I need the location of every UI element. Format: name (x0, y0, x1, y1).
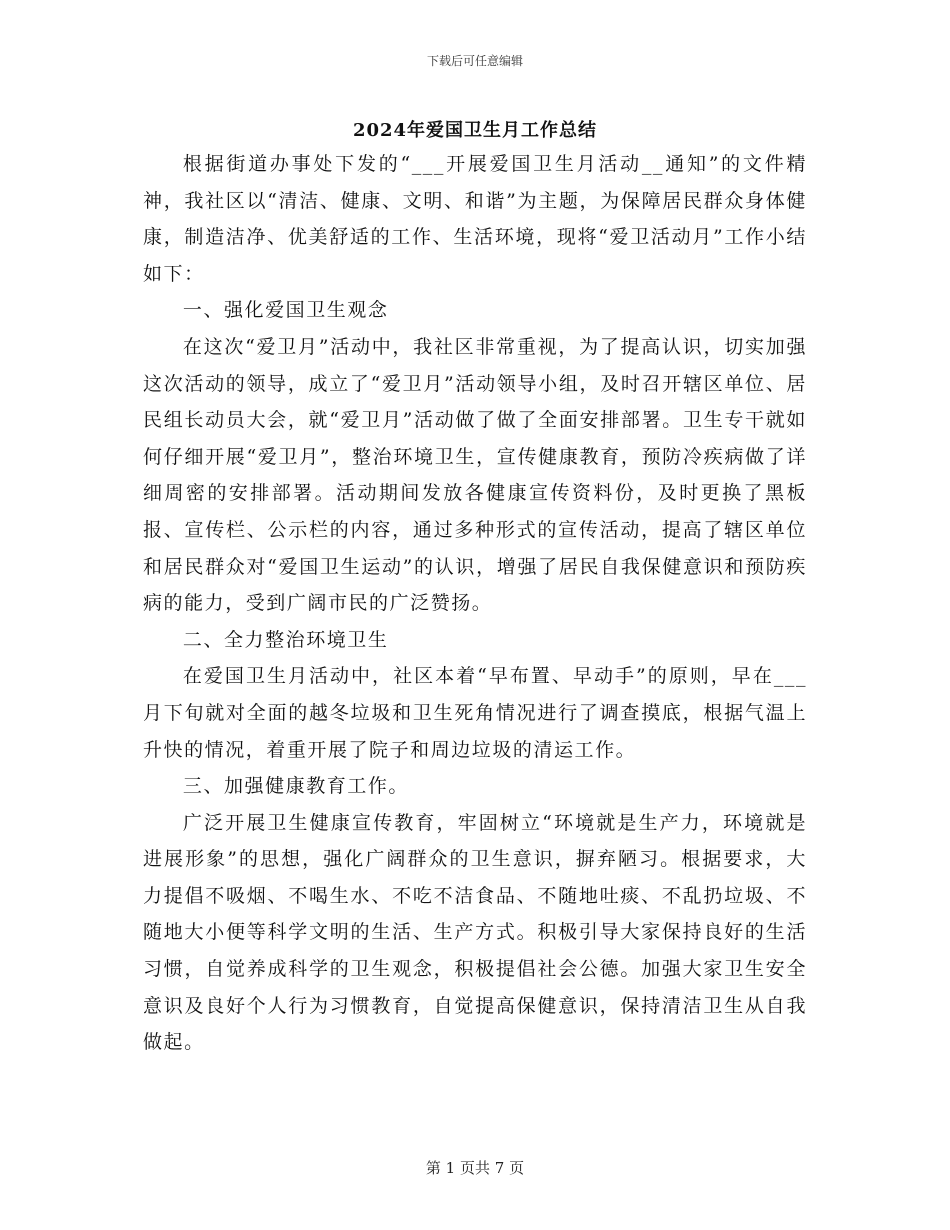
page-number: 第 1 页共 7 页 (425, 1159, 525, 1177)
section-1-paragraph: 在这次“爱卫月”活动中，我社区非常重视，为了提高认识，切实加强这次活动的领导，成立了“爱卫月”活动领导小组，及时召开辖区单位、居民组长动员大会，就“爱卫月”活动做了做了全面安排部署。卫生专干就如何仔细开展“爱卫月”，整治环境卫生，宣传健康教育，预防冷疾病做了详细周密的安排部署。活动期间发放各健康宣传资料份，及时更换了黑板报、宣传栏、公示栏的内容，通过多种形式的宣传活动，提高了辖区单位和居民群众对“爱国卫生运动”的认识，增强了居民自我保健意识和预防疾病的能力，受到广阔市民的广泛赞扬。 (143, 335, 807, 615)
document-title: 2024年爱国卫生月工作总结 (352, 120, 598, 141)
page-header-note: 下载后可任意编辑 (426, 54, 523, 68)
intro-paragraph: 根据街道办事处下发的“___开展爱国卫生月活动__通知”的文件精神，我社区以“清洁、健康、文明、和谐”为主题，为保障居民群众身体健康，制造洁净、优美舒适的工作、生活环境，现将“爱卫活动月”工作小结如下： (143, 153, 807, 285)
section-heading-1: 一、强化爱国卫生观念 (182, 299, 389, 322)
section-2-paragraph: 在爱国卫生月活动中，社区本着“早布置、早动手”的原则，早在___月下旬就对全面的越冬垃圾和卫生死角情况进行了调查摸底，根据气温上升快的情况，着重开展了院子和周边垃圾的清运工作。 (143, 665, 807, 761)
section-3-paragraph: 广泛开展卫生健康宣传教育，牢固树立“环境就是生产力，环境就是进展形象”的思想，强化广阔群众的卫生意识，摒弃陋习。根据要求，大力提倡不吸烟、不喝生水、不吃不洁食品、不随地吐痰、不乱扔垃圾、不随地大小便等科学文明的生活、生产方式。积极引导大家保持良好的生活习惯，自觉养成科学的卫生观念，积极提倡社会公德。加强大家卫生安全意识及良好个人行为习惯教育，自觉提高保健意识，保持清洁卫生从自我做起。 (143, 811, 807, 1054)
document-body (143, 146, 807, 1061)
section-heading-2: 二、全力整治环境卫生 (182, 628, 389, 651)
section-heading-3: 三、加强健康教育工作。 (182, 775, 409, 798)
